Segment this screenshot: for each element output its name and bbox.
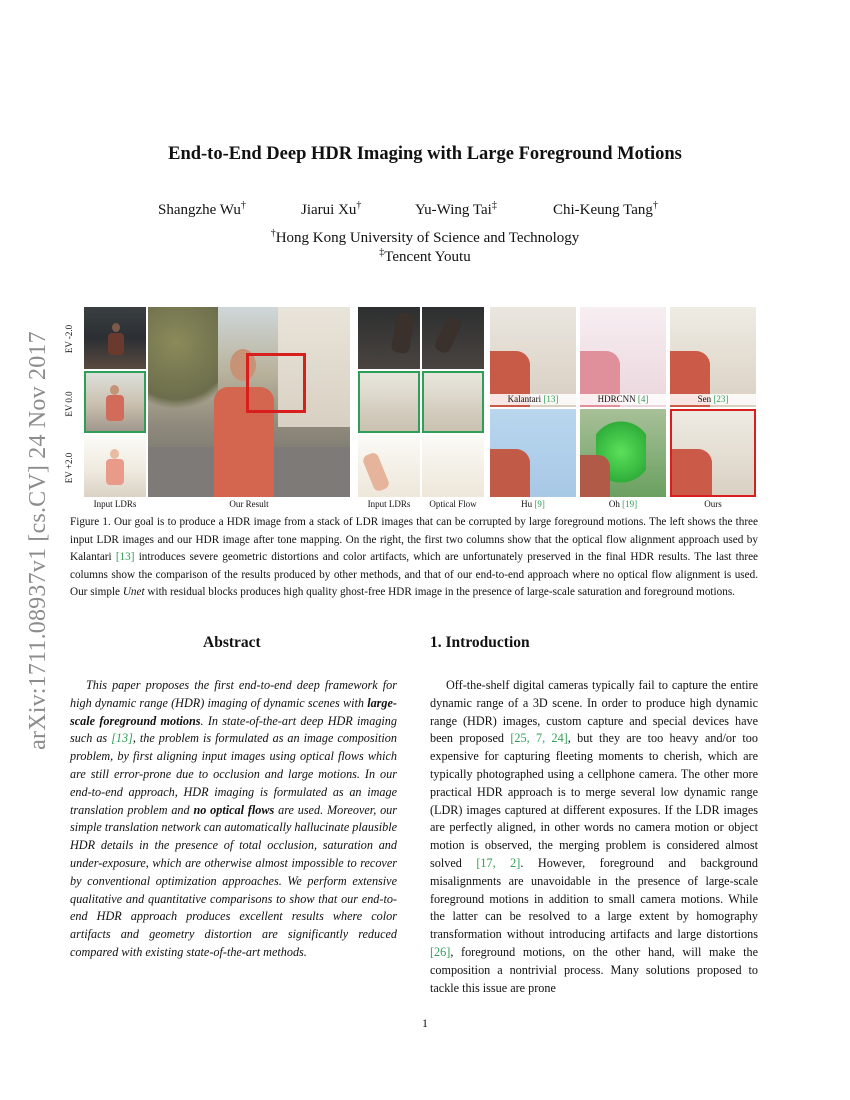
result-sen — [670, 307, 756, 407]
abstract-heading: Abstract — [203, 634, 261, 651]
author-name: Jiarui Xu — [301, 202, 357, 218]
sen-label — [670, 394, 756, 405]
label-input-ldrs-2: Input LDRs — [367, 499, 411, 509]
affil-mark: † — [270, 228, 276, 239]
label-text: Sen — [697, 394, 714, 404]
abstract-part: This paper proposes the first end-to-end deep framework for high dynamic range (HDR) imaging of dynamic scenes with — [70, 678, 397, 710]
citation: [19] — [622, 499, 638, 509]
abstract-bold: large-scale foreground motions — [70, 695, 397, 728]
author-name: Chi-Keung Tang — [553, 202, 653, 218]
abstract-bold: no optical flows — [193, 802, 275, 817]
citation: [9] — [534, 499, 545, 509]
result-oh — [580, 409, 666, 497]
affil-mark: † — [240, 200, 246, 211]
ev-label-plus: EV +2.0 — [64, 452, 74, 484]
result-hu — [490, 409, 576, 497]
affiliation-2 — [0, 247, 850, 266]
affiliation-name: Hong Kong University of Science and Technology — [275, 230, 580, 246]
caption-text: introduces severe geometric distortions and color artifacts, which are unfortunately preserved in the final HDR results. The last three columns show the comparison of the results produced by other methods, and that of our end-to-end approach where no optical flow alignment is used. Our simple — [70, 551, 759, 599]
ev-label-zero: EV 0.0 — [64, 391, 74, 417]
label-text: Oh — [608, 499, 623, 509]
arxiv-stamp — [24, 300, 52, 780]
label-hu — [490, 499, 576, 509]
page-number: 1 — [422, 1016, 428, 1030]
citation: [13] — [115, 551, 135, 564]
crop-ldr-2 — [358, 371, 420, 433]
affil-mark: ‡ — [491, 200, 497, 211]
label-text: Hu — [521, 499, 535, 509]
author-name: Yu-Wing Tai — [415, 202, 492, 218]
ldr-thumb-mid — [84, 371, 146, 433]
label-oh — [580, 499, 666, 509]
citation: [13] — [111, 731, 133, 746]
author-2 — [301, 200, 361, 219]
label-our-result: Our Result — [229, 499, 269, 509]
abstract-part: are used. Moreover, our simple translation network can automatically hallucinate plausible HDR details in the presence of total occlusion, saturation and under-exposure, which are otherwise almost impossible to recover by conventional optimization approaches. We perform extensive qualitative and quantitative comparisons to show that our end-to-end HDR approach produces excellent results where color artifacts and geometry distortion are significantly reduced compared with existing state-of-the-art methods. — [70, 802, 398, 959]
result-kalantari — [490, 307, 576, 407]
label-text: HDRCNN — [597, 394, 638, 404]
citation: [25, 7, 24] — [510, 731, 568, 746]
flow-crop-1 — [422, 307, 484, 369]
intro-part: . However, foreground and background misalignments are unavoidable in the presence of large-scale foreground motions in addition to small camera motions. While the latter can be resolved to a large extent by homography transformation without introducing artifacts and large distortions — [430, 855, 758, 942]
kalantari-label — [490, 394, 576, 405]
affil-mark: ‡ — [379, 247, 385, 258]
affiliation-name: Tencent Youtu — [384, 249, 471, 265]
label-input-ldrs: Input LDRs — [93, 499, 137, 509]
result-ours — [670, 409, 756, 497]
ev-label-minus: EV -2.0 — [64, 324, 74, 354]
figure-1 — [64, 305, 764, 510]
hdrcnn-label — [580, 394, 666, 405]
intro-part: , foreground motions, on the other hand, will make the composition a nontrivial process. Many solutions proposed to tackle this issue are prone — [430, 944, 758, 995]
author-1 — [158, 200, 246, 219]
author-4 — [553, 200, 658, 219]
flow-crop-3 — [422, 435, 484, 497]
our-result-image — [148, 307, 350, 497]
intro-text — [430, 677, 758, 997]
figure-caption — [70, 514, 758, 602]
arxiv-id-text: arXiv:1711.08937v1 [cs.CV] 24 Nov 2017 — [24, 330, 51, 750]
caption-text: with residual blocks produces high quality ghost-free HDR image in the presence of large-scale saturation and foreground motions. — [144, 586, 735, 599]
crop-ldr-3 — [358, 435, 420, 497]
ldr-thumb-dark — [84, 307, 146, 369]
highlight-box — [246, 353, 306, 413]
intro-part: Off-the-shelf digital cameras typically fail to capture the entire dynamic range of a 3D scene. In order to produce high dynamic range (HDR) images, custom capture and special devices have been proposed — [430, 678, 758, 746]
abstract-text — [70, 677, 397, 962]
citation: [4] — [637, 394, 649, 404]
caption-emphasis: Unet — [122, 586, 145, 599]
author-3 — [415, 200, 497, 219]
abstract-part: . In state-of-the-art deep HDR imaging such as — [70, 713, 397, 746]
affiliation-1 — [0, 228, 850, 247]
flow-crop-2 — [422, 371, 484, 433]
author-name: Shangzhe Wu — [158, 202, 241, 218]
citation: [26] — [430, 944, 451, 959]
abstract-part: , the problem is formulated as an image composition problem, by first aligning input images using optical flows which are still error-prone due to occlusion and large motions. In our end-to-end approach, HDR imaging is formulated as an image translation problem and — [70, 731, 397, 817]
citation: [17, 2] — [476, 855, 521, 870]
paper-title: End-to-End Deep HDR Imaging with Large Foreground Motions — [168, 144, 682, 164]
affil-mark: † — [652, 200, 658, 211]
crop-ldr-1 — [358, 307, 420, 369]
caption-text: Figure 1. Our goal is to produce a HDR image from a stack of LDR images that can be corrupted by large foreground motions. The left shows the three input LDR images and our HDR image after tone mapping. On the right, the first two columns show that the optical flow alignment approach used by Kalantari — [70, 516, 758, 564]
citation: [13] — [543, 394, 559, 404]
intro-heading: 1. Introduction — [430, 634, 530, 651]
author-list — [0, 200, 850, 222]
label-text: Kalantari — [507, 394, 544, 404]
intro-part: , but they are too heavy and/or too expensive for capturing fleeting moments to cherish, which are typically photographed using a cellphone camera. The other more practical HDR approach is to merge several low dynamic range (LDR) images captured at different exposures. If the LDR images are perfectly aligned, in other words no camera motion or object motion is observed, the merging problem is considered almost solved — [430, 731, 758, 870]
label-optical-flow: Optical Flow — [429, 499, 477, 509]
citation: [23] — [713, 394, 729, 404]
ldr-thumb-bright — [84, 435, 146, 497]
affil-mark: † — [356, 200, 362, 211]
result-hdrcnn — [580, 307, 666, 407]
label-ours: Ours — [704, 499, 722, 509]
